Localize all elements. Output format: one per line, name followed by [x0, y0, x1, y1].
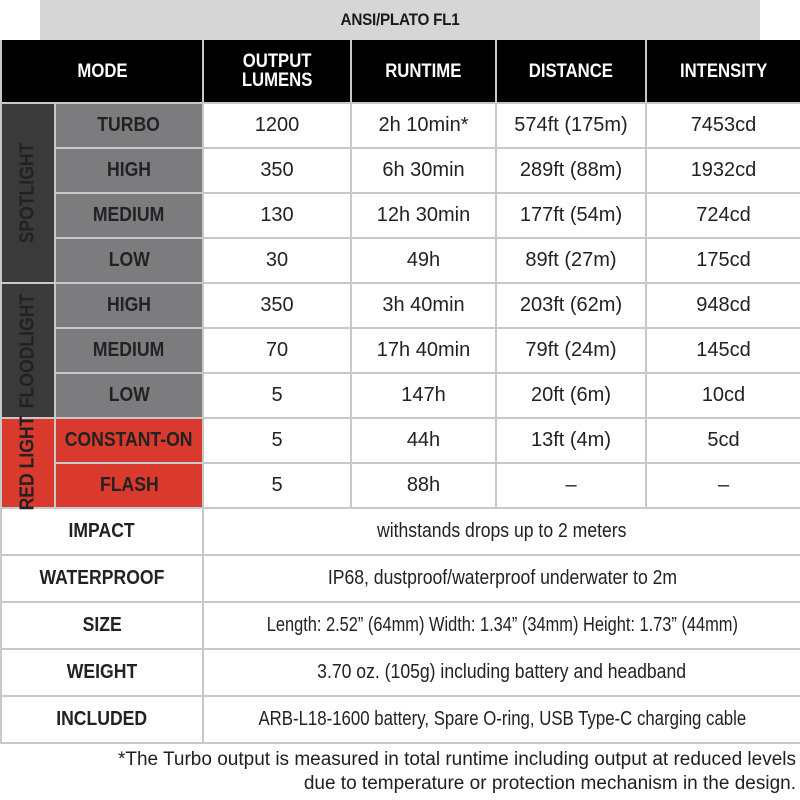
- distance-cell: 177ft (54m): [496, 193, 646, 238]
- mode-cell: HIGH: [55, 283, 203, 328]
- spec-label: WATERPROOF: [1, 555, 203, 602]
- lumens-cell: 5: [203, 418, 351, 463]
- runtime-cell: 17h 40min: [351, 328, 496, 373]
- distance-cell: 89ft (27m): [496, 238, 646, 283]
- table-row: [1, 418, 800, 463]
- distance-cell: 574ft (175m): [496, 103, 646, 148]
- table-row: [1, 103, 800, 148]
- spec-label: WEIGHT: [1, 649, 203, 696]
- intensity-cell: 724cd: [646, 193, 800, 238]
- intensity-cell: 948cd: [646, 283, 800, 328]
- mode-cell: LOW: [55, 238, 203, 283]
- lumens-cell: 5: [203, 373, 351, 418]
- lumens-cell: 350: [203, 148, 351, 193]
- runtime-cell: 44h: [351, 418, 496, 463]
- spec-row-weight: [1, 649, 800, 696]
- footnote-line-2: due to temperature or protection mechanism in the design.: [303, 773, 796, 794]
- lumens-cell: 350: [203, 283, 351, 328]
- lumens-cell: 5: [203, 463, 351, 508]
- mode-cell: MEDIUM: [55, 193, 203, 238]
- header-distance: DISTANCE: [496, 40, 646, 103]
- spec-label: SIZE: [1, 602, 203, 649]
- distance-cell: 289ft (88m): [496, 148, 646, 193]
- runtime-cell: 2h 10min*: [351, 103, 496, 148]
- table-row: [1, 148, 800, 193]
- spec-row-impact: [1, 508, 800, 555]
- mode-cell: MEDIUM: [55, 328, 203, 373]
- header-intensity: INTENSITY: [646, 40, 800, 103]
- footnote-line-1: *The Turbo output is measured in total runtime including output at reduced levels: [117, 749, 796, 770]
- runtime-cell: 49h: [351, 238, 496, 283]
- intensity-cell: 175cd: [646, 238, 800, 283]
- table-row: [1, 328, 800, 373]
- distance-cell: –: [496, 463, 646, 508]
- header-runtime: RUNTIME: [351, 40, 496, 103]
- table-row: [1, 463, 800, 508]
- spec-value: 3.70 oz. (105g) including battery and headband: [203, 649, 800, 696]
- table-row: [1, 373, 800, 418]
- spec-row-included: [1, 696, 800, 743]
- group-spotlight: SPOTLIGHT: [1, 103, 55, 283]
- lumens-cell: 130: [203, 193, 351, 238]
- spec-label: INCLUDED: [1, 696, 203, 743]
- distance-cell: 13ft (4m): [496, 418, 646, 463]
- mode-cell: LOW: [55, 373, 203, 418]
- intensity-cell: 5cd: [646, 418, 800, 463]
- group-floodlight: FLOODLIGHT: [1, 283, 55, 418]
- mode-cell: TURBO: [55, 103, 203, 148]
- intensity-cell: 1932cd: [646, 148, 800, 193]
- table-row: [1, 238, 800, 283]
- intensity-cell: 145cd: [646, 328, 800, 373]
- spec-row-size: [1, 602, 800, 649]
- table-row: [1, 193, 800, 238]
- spec-table: [0, 40, 800, 744]
- spec-label: IMPACT: [1, 508, 203, 555]
- mode-cell: FLASH: [55, 463, 203, 508]
- spec-value: IP68, dustproof/waterproof underwater to 2m: [203, 555, 800, 602]
- intensity-cell: –: [646, 463, 800, 508]
- distance-cell: 203ft (62m): [496, 283, 646, 328]
- runtime-cell: 88h: [351, 463, 496, 508]
- runtime-cell: 6h 30min: [351, 148, 496, 193]
- spec-row-waterproof: [1, 555, 800, 602]
- intensity-cell: 10cd: [646, 373, 800, 418]
- mode-cell: HIGH: [55, 148, 203, 193]
- table-title: ANSI/PLATO FL1: [40, 0, 760, 40]
- header-mode: MODE: [1, 40, 203, 103]
- distance-cell: 79ft (24m): [496, 328, 646, 373]
- mode-cell: CONSTANT-ON: [55, 418, 203, 463]
- header-output-lumens: OUTPUT LUMENS: [203, 40, 351, 103]
- header-row: [1, 40, 800, 103]
- distance-cell: 20ft (6m): [496, 373, 646, 418]
- lumens-cell: 1200: [203, 103, 351, 148]
- spec-value: ARB-L18-1600 battery, Spare O-ring, USB Type-C charging cable: [203, 696, 800, 743]
- lumens-cell: 70: [203, 328, 351, 373]
- lumens-cell: 30: [203, 238, 351, 283]
- intensity-cell: 7453cd: [646, 103, 800, 148]
- group-red-light: RED LIGHT: [1, 418, 55, 508]
- table-row: [1, 283, 800, 328]
- spec-value: Length: 2.52” (64mm) Width: 1.34” (34mm) Height: 1.73” (44mm): [203, 602, 800, 649]
- spec-value: withstands drops up to 2 meters: [203, 508, 800, 555]
- runtime-cell: 12h 30min: [351, 193, 496, 238]
- footnote: [6, 748, 796, 796]
- runtime-cell: 3h 40min: [351, 283, 496, 328]
- runtime-cell: 147h: [351, 373, 496, 418]
